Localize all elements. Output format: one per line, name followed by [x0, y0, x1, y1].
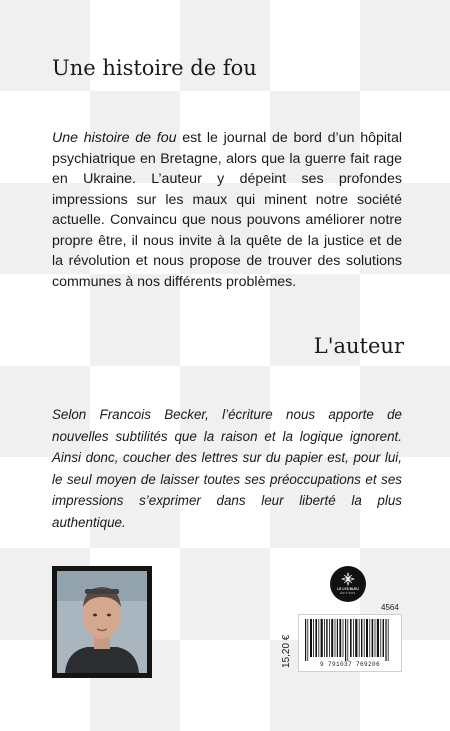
publisher-logo — [330, 566, 366, 602]
author-photo — [52, 566, 152, 678]
publisher-name: LE LYS BLEU — [337, 587, 359, 591]
reference-number: 4564 — [381, 603, 399, 612]
synopsis-text: est le journal de bord d’un hôpital psychiatrique en Bretagne, alors que la guerre fait rage en Ukraine. L’auteur y dépeint ses profondes impressions sur les maux qui minent notre société actuelle. Convaincu que nous pouvons améliorer notre propre être, il nous invite à la quête de la justice et de la révolution et nous propose de trouver des solutions communes à nos différents problèmes. — [52, 130, 402, 290]
author-bio: Selon Francois Becker, l’écriture nous apporte de nouvelles subtilités que la raison et la logique ignorent. Ainsi donc, coucher des lettres sur du papier est, pour lui, le seul moyen de laisser toutes ses préoccupations et ses impressions s’exprimer dans leur liberté la plus authentique. — [52, 407, 402, 530]
price-container — [281, 634, 293, 708]
portrait-illustration — [57, 571, 147, 673]
synopsis-title-italic: Une histoire de fou — [52, 130, 177, 146]
price-label: 15,20 € — [281, 634, 292, 668]
book-title: Une histoire de fou — [52, 56, 257, 80]
author-portrait-photo-icon — [57, 571, 147, 673]
isbn-digits: 9 791037 769206 — [319, 661, 380, 668]
author-heading: L'auteur — [313, 334, 404, 358]
book-synopsis — [52, 128, 402, 292]
lily-flower-icon — [330, 566, 366, 602]
publisher-subname: ÉDITIONS — [340, 592, 356, 595]
